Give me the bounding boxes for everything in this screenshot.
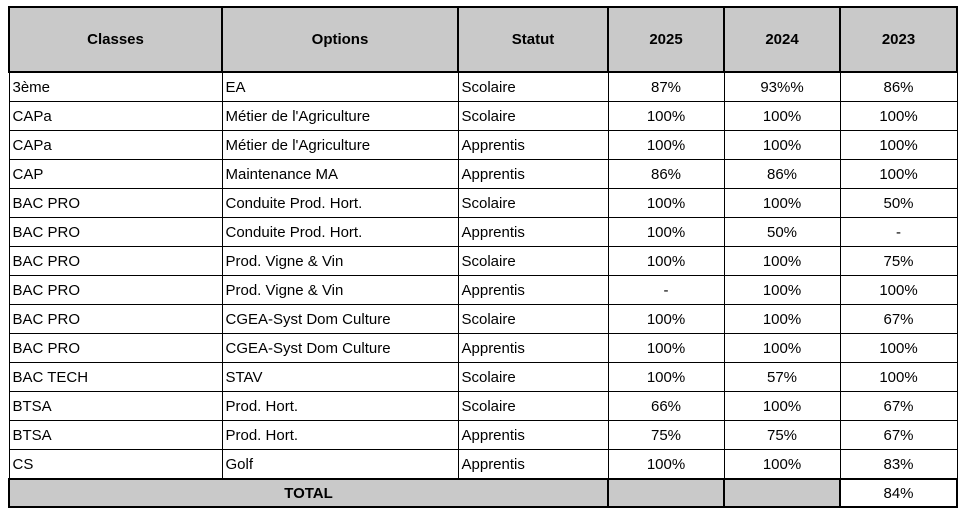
cell-2024: 93%%: [724, 72, 840, 102]
cell-2025: 66%: [608, 392, 724, 421]
table-row: [9, 247, 957, 276]
cell-2025: 87%: [608, 72, 724, 102]
table-row: [9, 276, 957, 305]
table-row: [9, 102, 957, 131]
cell-classe: BAC PRO: [9, 218, 222, 247]
cell-2024: 100%: [724, 247, 840, 276]
cell-2023: 67%: [840, 305, 957, 334]
cell-option: Prod. Hort.: [222, 421, 458, 450]
cell-2025: 100%: [608, 131, 724, 160]
cell-statut: Apprentis: [458, 334, 608, 363]
cell-classe: BAC PRO: [9, 247, 222, 276]
total-2023: 84%: [840, 479, 957, 507]
table-row: [9, 218, 957, 247]
cell-2024: 75%: [724, 421, 840, 450]
cell-2024: 57%: [724, 363, 840, 392]
total-2024: [724, 479, 840, 507]
cell-2023: 100%: [840, 276, 957, 305]
cell-classe: CAPa: [9, 102, 222, 131]
header-classes: Classes: [9, 7, 222, 72]
cell-2025: 100%: [608, 363, 724, 392]
cell-option: CGEA-Syst Dom Culture: [222, 334, 458, 363]
cell-classe: CS: [9, 450, 222, 480]
cell-statut: Apprentis: [458, 421, 608, 450]
cell-option: CGEA-Syst Dom Culture: [222, 305, 458, 334]
cell-option: Prod. Vigne & Vin: [222, 276, 458, 305]
cell-option: Prod. Vigne & Vin: [222, 247, 458, 276]
header-statut: Statut: [458, 7, 608, 72]
cell-2024: 100%: [724, 102, 840, 131]
cell-classe: 3ème: [9, 72, 222, 102]
total-row: [9, 479, 957, 507]
table-row: [9, 72, 957, 102]
cell-classe: BTSA: [9, 392, 222, 421]
cell-statut: Apprentis: [458, 450, 608, 480]
header-row: [9, 7, 957, 72]
cell-2025: -: [608, 276, 724, 305]
cell-classe: BTSA: [9, 421, 222, 450]
cell-statut: Scolaire: [458, 72, 608, 102]
results-table: [8, 6, 958, 508]
cell-2023: 75%: [840, 247, 957, 276]
cell-statut: Apprentis: [458, 276, 608, 305]
cell-2023: 50%: [840, 189, 957, 218]
cell-option: Golf: [222, 450, 458, 480]
cell-2024: 100%: [724, 392, 840, 421]
cell-classe: CAP: [9, 160, 222, 189]
cell-2025: 100%: [608, 102, 724, 131]
cell-statut: Apprentis: [458, 131, 608, 160]
cell-2024: 100%: [724, 334, 840, 363]
cell-2024: 100%: [724, 276, 840, 305]
cell-2025: 100%: [608, 334, 724, 363]
cell-2025: 100%: [608, 247, 724, 276]
cell-statut: Scolaire: [458, 392, 608, 421]
cell-2023: 100%: [840, 334, 957, 363]
total-label: TOTAL: [9, 479, 608, 507]
total-2025: [608, 479, 724, 507]
cell-2025: 100%: [608, 450, 724, 480]
table-row: [9, 334, 957, 363]
table-row: [9, 189, 957, 218]
cell-statut: Apprentis: [458, 160, 608, 189]
cell-classe: BAC TECH: [9, 363, 222, 392]
table-row: [9, 305, 957, 334]
cell-2024: 86%: [724, 160, 840, 189]
cell-2023: 100%: [840, 363, 957, 392]
cell-classe: BAC PRO: [9, 334, 222, 363]
cell-2024: 100%: [724, 189, 840, 218]
cell-option: EA: [222, 72, 458, 102]
cell-2023: -: [840, 218, 957, 247]
cell-classe: CAPa: [9, 131, 222, 160]
table-row: [9, 131, 957, 160]
table-header: [9, 7, 957, 72]
header-2024: 2024: [724, 7, 840, 72]
cell-2024: 50%: [724, 218, 840, 247]
cell-2023: 100%: [840, 160, 957, 189]
table-row: [9, 363, 957, 392]
cell-classe: BAC PRO: [9, 305, 222, 334]
cell-2023: 86%: [840, 72, 957, 102]
cell-2025: 100%: [608, 218, 724, 247]
cell-option: Prod. Hort.: [222, 392, 458, 421]
cell-2023: 100%: [840, 102, 957, 131]
cell-2023: 67%: [840, 421, 957, 450]
cell-classe: BAC PRO: [9, 276, 222, 305]
cell-option: Conduite Prod. Hort.: [222, 189, 458, 218]
table-row: [9, 450, 957, 480]
cell-2025: 100%: [608, 305, 724, 334]
cell-2024: 100%: [724, 131, 840, 160]
table-footer: [9, 479, 957, 507]
cell-2023: 83%: [840, 450, 957, 480]
cell-option: Maintenance MA: [222, 160, 458, 189]
header-options: Options: [222, 7, 458, 72]
cell-2025: 75%: [608, 421, 724, 450]
header-2025: 2025: [608, 7, 724, 72]
cell-2025: 100%: [608, 189, 724, 218]
cell-2023: 100%: [840, 131, 957, 160]
cell-statut: Scolaire: [458, 189, 608, 218]
header-2023: 2023: [840, 7, 957, 72]
cell-option: Conduite Prod. Hort.: [222, 218, 458, 247]
cell-2024: 100%: [724, 450, 840, 480]
cell-option: Métier de l'Agriculture: [222, 131, 458, 160]
cell-2025: 86%: [608, 160, 724, 189]
cell-statut: Apprentis: [458, 218, 608, 247]
cell-option: Métier de l'Agriculture: [222, 102, 458, 131]
table-row: [9, 160, 957, 189]
cell-statut: Scolaire: [458, 102, 608, 131]
cell-2024: 100%: [724, 305, 840, 334]
table-row: [9, 421, 957, 450]
cell-statut: Scolaire: [458, 363, 608, 392]
cell-statut: Scolaire: [458, 305, 608, 334]
cell-classe: BAC PRO: [9, 189, 222, 218]
table-row: [9, 392, 957, 421]
cell-statut: Scolaire: [458, 247, 608, 276]
table-body: [9, 72, 957, 479]
cell-2023: 67%: [840, 392, 957, 421]
cell-option: STAV: [222, 363, 458, 392]
